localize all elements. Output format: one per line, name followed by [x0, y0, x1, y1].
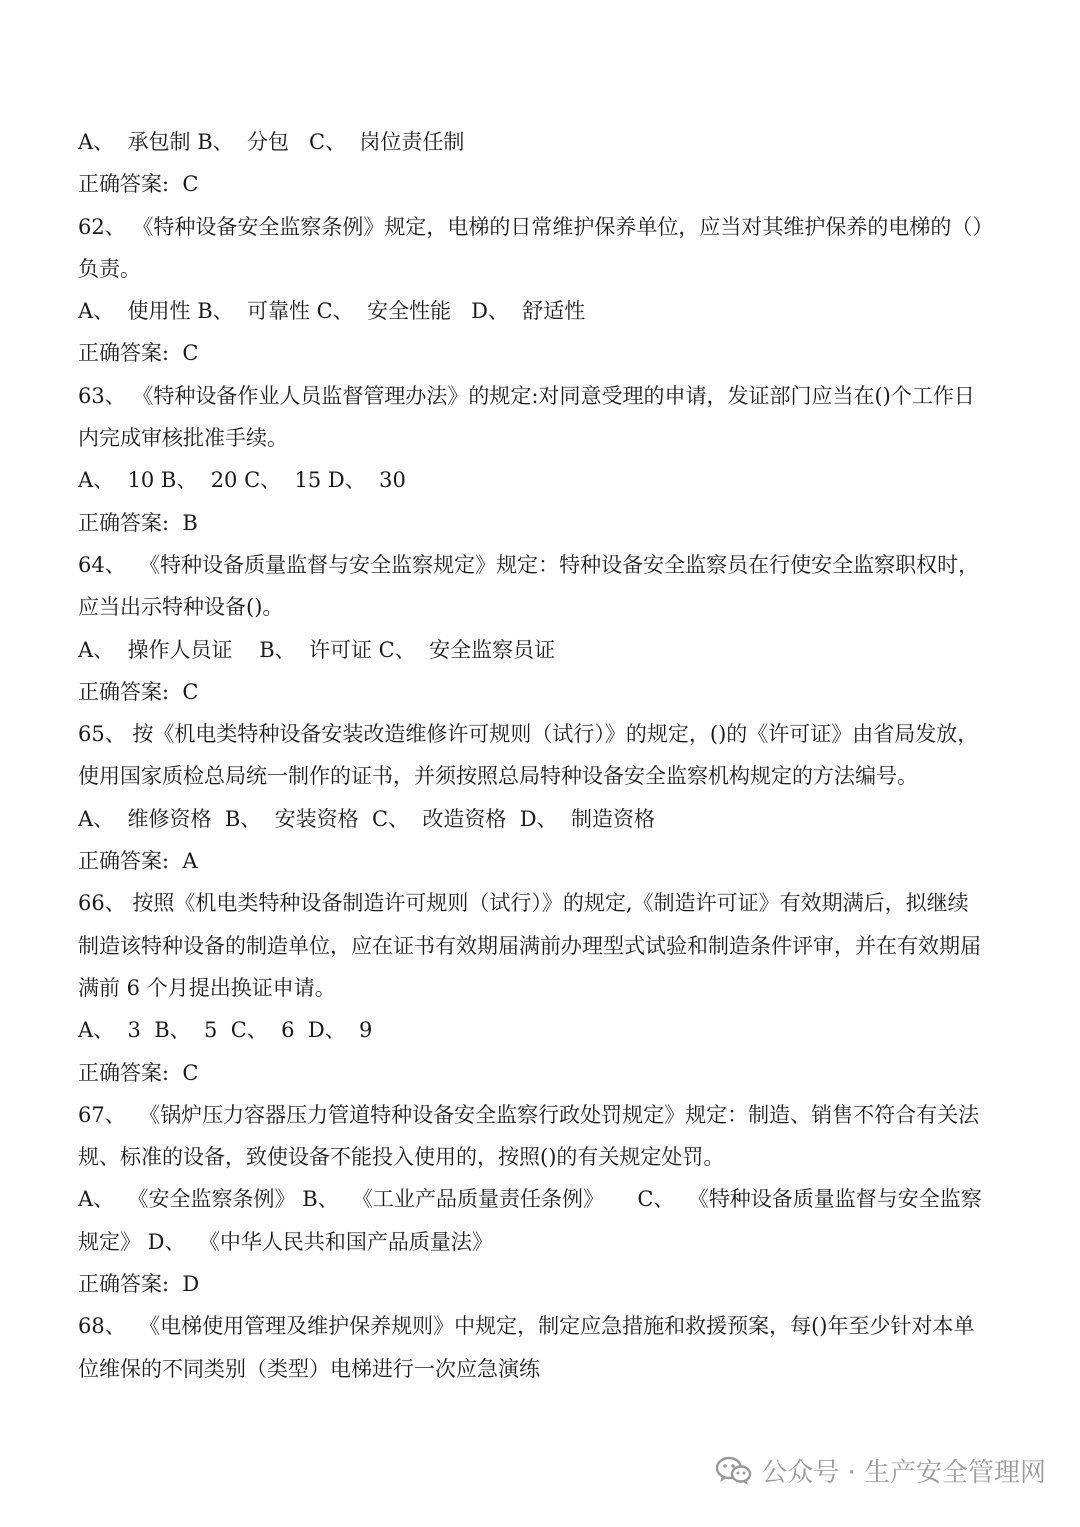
options-66: A、 3 B、 5 C、 6 D、 9: [78, 1018, 373, 1043]
answer-66: 正确答案: C: [78, 1060, 199, 1085]
question-65-cont: 使用国家质检总局统一制作的证书，并须按照总局特种设备安全监察机构规定的方法编号。: [78, 764, 918, 789]
options-64: A、 操作人员证 B、 许可证 C、 安全监察员证: [78, 637, 556, 662]
answer-65: 正确答案: A: [78, 849, 198, 874]
question-63-cont: 内完成审核批准手续。: [78, 426, 288, 451]
answer-63: 正确答案: B: [78, 510, 198, 535]
answer-67: 正确答案: D: [78, 1272, 200, 1297]
options-67: A、 《安全监察条例》 B、 《工业产品质量责任条例》 C、 《特种设备质量监督与安全监察: [78, 1187, 982, 1212]
options-62: A、 使用性 B、 可靠性 C、 安全性能 D、 舒适性: [78, 299, 586, 324]
document-body: [78, 121, 1008, 1390]
option-line: A、 承包制 B、 分包 C、 岗位责任制: [78, 130, 465, 154]
options-63: A、 10 B、 20 C、 15 D、 30: [78, 468, 406, 493]
options-67-cont: 规定》 D、 《中华人民共和国产品质量法》: [78, 1229, 493, 1254]
question-66-cont: 制造该特种设备的制造单位，应在证书有效期届满前办理型式试验和制造条件评审，并在有效期届: [78, 933, 981, 958]
watermark: [715, 1452, 1046, 1489]
watermark-text: 公众号 · 生产安全管理网: [761, 1458, 1046, 1488]
question-62: 62、 《特种设备安全监察条例》规定，电梯的日常维护保养单位，应当对其维护保养的电梯的（）: [78, 214, 994, 239]
options-65: A、 维修资格 B、 安装资格 C、 改造资格 D、 制造资格: [78, 806, 655, 831]
answer-62: 正确答案: C: [78, 341, 199, 366]
question-66-cont-2: 满前 6 个月提出换证申请。: [78, 975, 336, 1000]
question-67: 67、 《锅炉压力容器压力管道特种设备安全监察行政处罚规定》规定：制造、销售不符合有关法: [78, 1102, 980, 1127]
question-62-cont: 负责。: [78, 256, 141, 281]
question-68: 68、 《电梯使用管理及维护保养规则》中规定，制定应急措施和救援预案，每()年至少针对本单: [78, 1314, 975, 1339]
answer-64: 正确答案: C: [78, 679, 199, 704]
question-68-cont: 位维保的不同类别（类型）电梯进行一次应急演练: [78, 1356, 540, 1381]
question-67-cont: 规、标准的设备，致使设备不能投入使用的，按照()的有关规定处罚。: [78, 1145, 725, 1170]
question-64: 64、 《特种设备质量监督与安全监察规定》规定：特种设备安全监察员在行使安全监察职权时，: [78, 552, 980, 577]
question-65: 65、 按《机电类特种设备安装改造维修许可规则（试行）》的规定，()的《许可证》由省局发放，: [78, 722, 979, 747]
question-64-cont: 应当出示特种设备()。: [78, 595, 284, 620]
wechat-icon: [715, 1455, 753, 1487]
question-66: 66、 按照《机电类特种设备制造许可规则（试行）》的规定,《制造许可证》有效期满后，拟继续: [78, 891, 969, 916]
answer-line: 正确答案: C: [78, 172, 199, 197]
question-63: 63、 《特种设备作业人员监督管理办法》的规定:对同意受理的申请，发证部门应当在()个工作日: [78, 383, 975, 408]
